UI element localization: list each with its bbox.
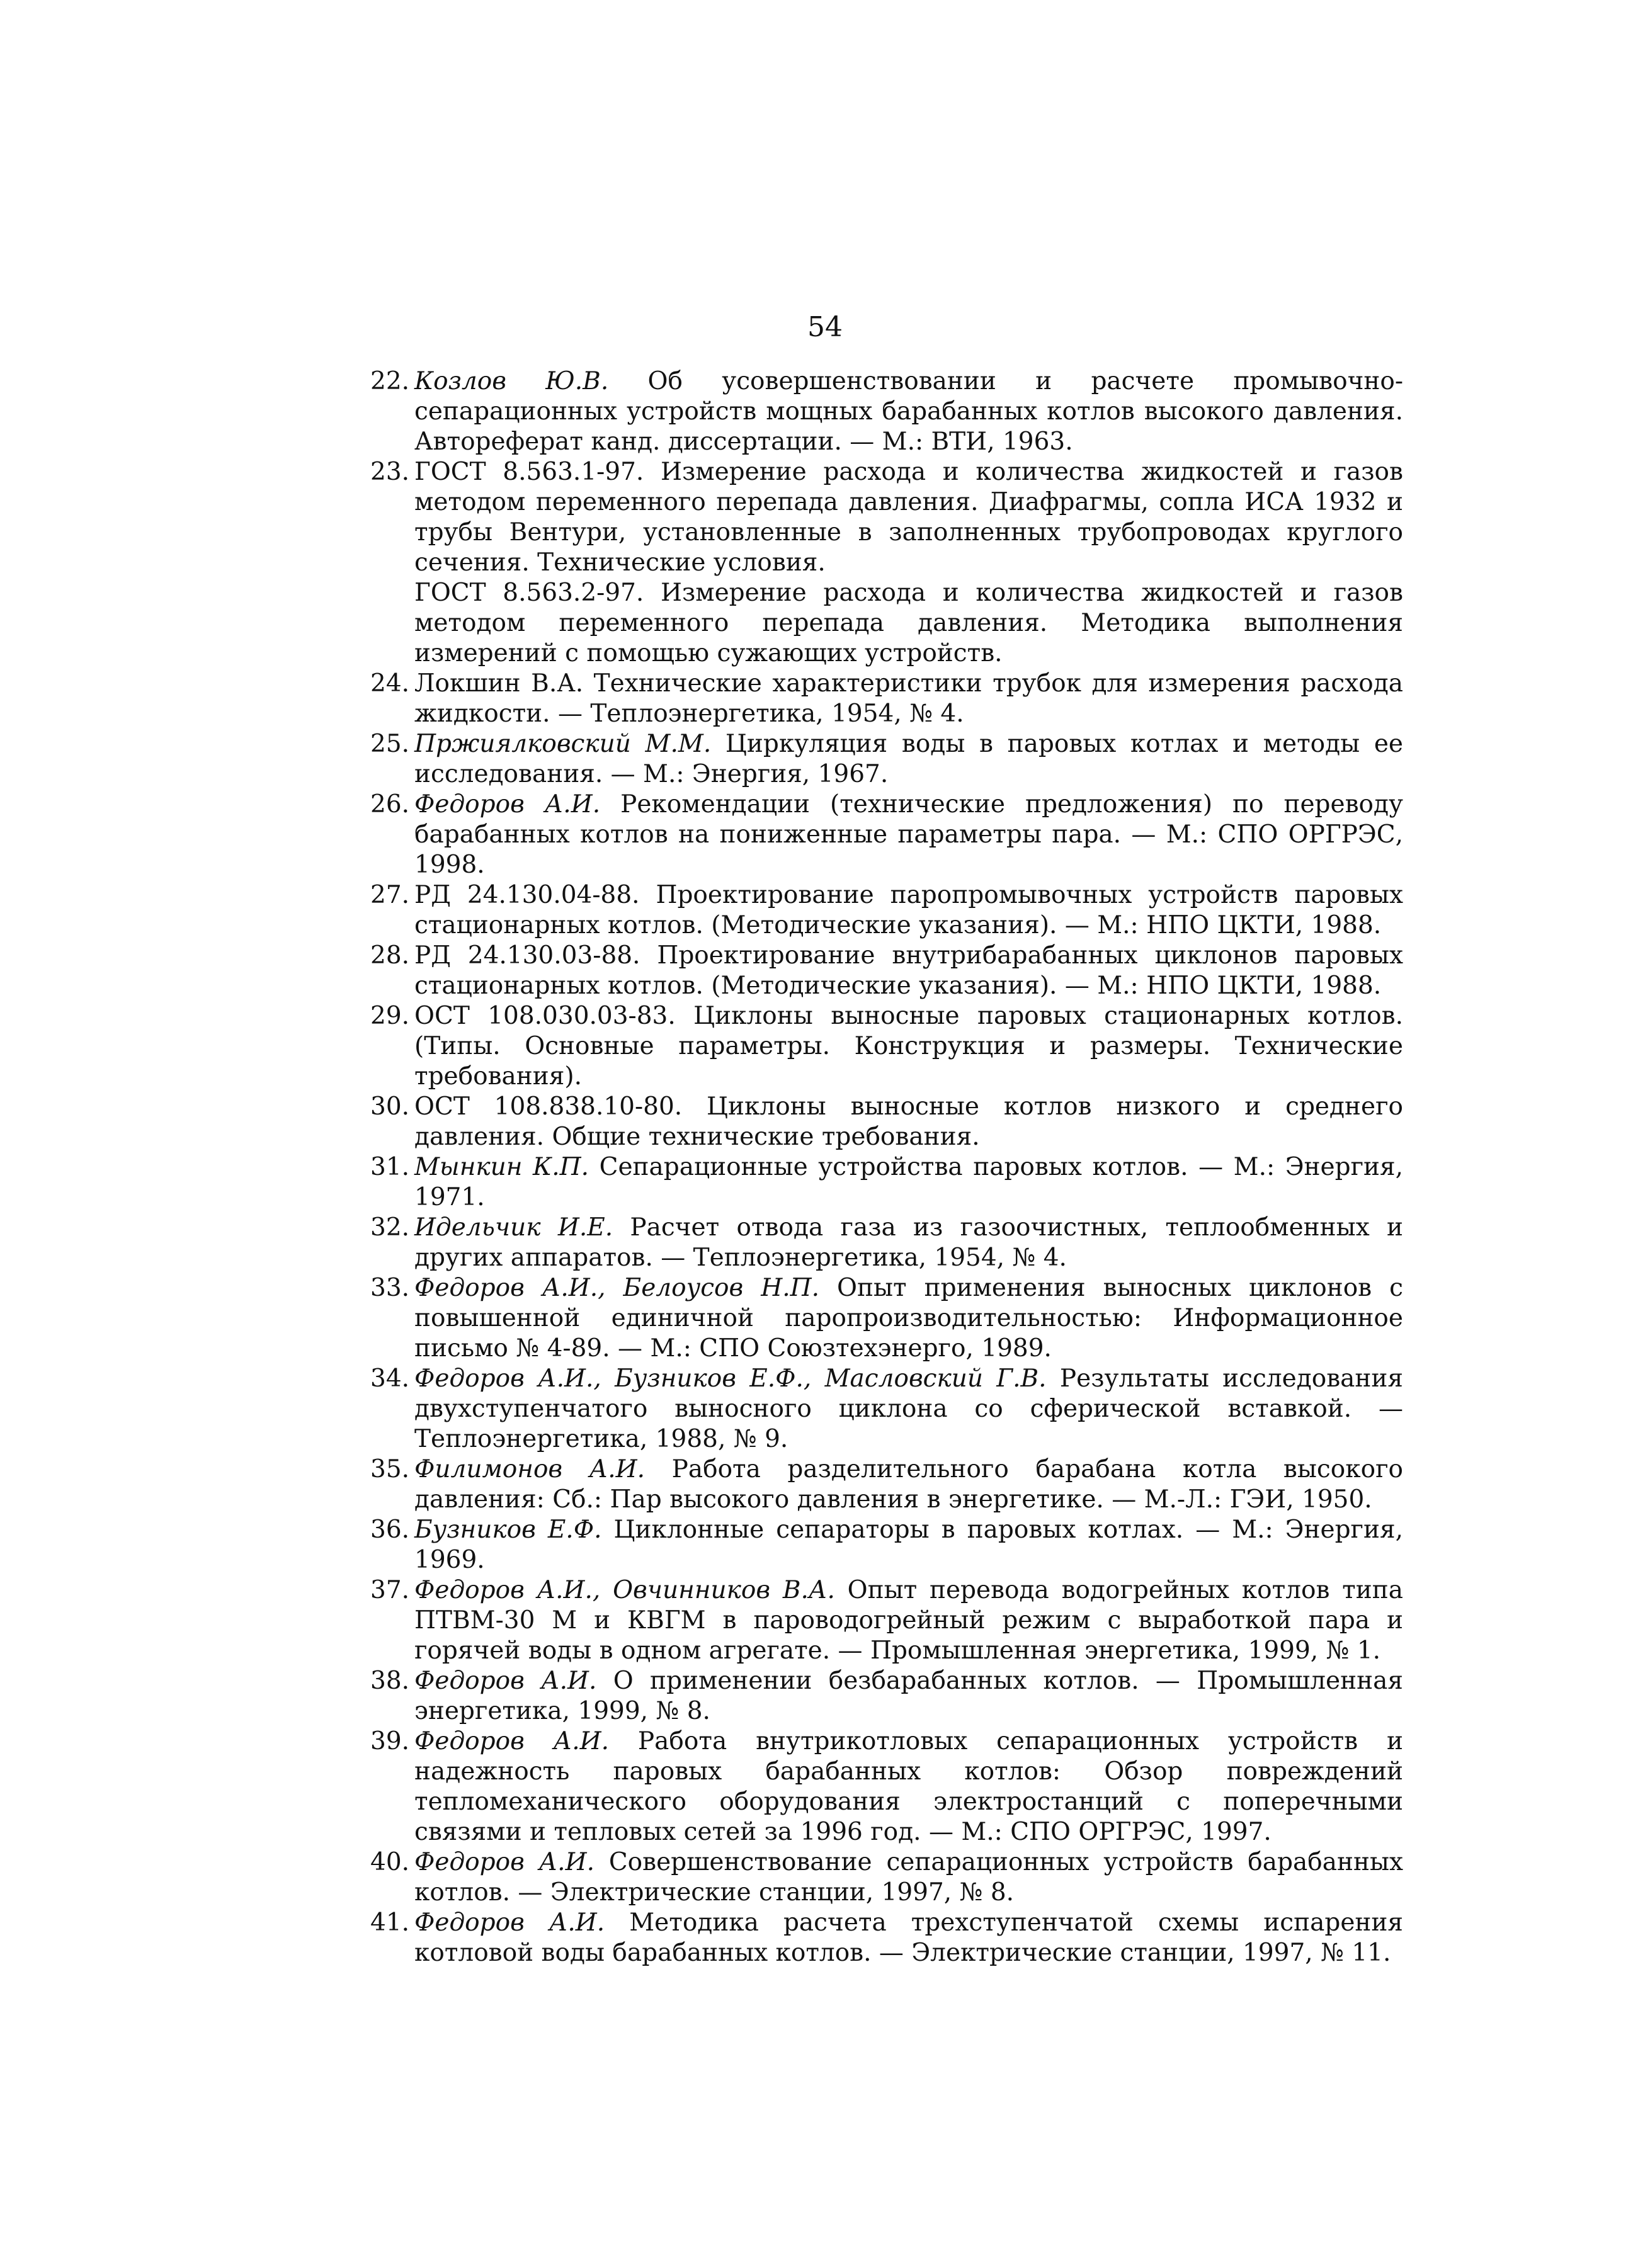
reference-number: 22.: [370, 367, 410, 395]
reference-number: 31.: [370, 1153, 410, 1181]
reference-number: 41.: [370, 1908, 410, 1937]
reference-author: Федоров А.И.: [414, 1667, 597, 1695]
reference-number: 30.: [370, 1092, 410, 1121]
reference-text: Опыт применения выносных циклонов с повышенной единичной паропроизводительностью: Информационное письмо № 4-89. — М.: СПО Союзтехэнерго, 1989.: [414, 1274, 1403, 1363]
reference-author: Федоров А.И.: [414, 1727, 610, 1755]
reference-number: 27.: [370, 881, 410, 909]
reference-text: Работа внутрикотловых сепарационных устройств и надежность паровых барабанных котлов: Обзор повреждений тепломеханического оборудования электростанций с поперечными связями и тепловых сетей за 1996 год. — М.: СПО ОРГРЭС, 1997.: [414, 1727, 1403, 1846]
reference-text: Об усовершенствовании и расчете промывочно-сепарационных устройств мощных барабанных котлов высокого давления. Автореферат канд. диссертации. — М.: ВТИ, 1963.: [414, 367, 1404, 456]
reference-number: 35.: [370, 1455, 410, 1483]
reference-number: 23.: [370, 458, 410, 486]
reference-text: Локшин В.А. Технические характеристики трубок для измерения расхода жидкости. — Теплоэнергетика, 1954, № 4.: [414, 669, 1403, 728]
reference-author: Пржиялковский М.М.: [414, 730, 712, 758]
reference-author: Федоров А.И.: [414, 1848, 595, 1876]
reference-text: Опыт перевода водогрейных котлов типа ПТВМ-30 М и КВГМ в пароводогрейный режим с выработкой пара и горячей воды в одном агрегате. — Промышленная энергетика, 1999, № 1.: [414, 1576, 1403, 1665]
reference-number: 37.: [370, 1576, 410, 1604]
reference-number: 36.: [370, 1516, 410, 1544]
reference-text: Результаты исследования двухступенчатого выносного циклона со сферической вставкой. — Теплоэнергетика, 1988, № 9.: [414, 1364, 1404, 1453]
reference-text: Рекомендации (технические предложения) по переводу барабанных котлов на пониженные параметры пара. — М.: СПО ОРГРЭС, 1998.: [414, 790, 1403, 879]
reference-author: Идельчик И.Е.: [414, 1213, 613, 1242]
reference-number: 39.: [370, 1727, 410, 1755]
reference-author: Козлов Ю.В.: [414, 367, 609, 395]
reference-text: Циклонные сепараторы в паровых котлах. — М.: Энергия, 1969.: [414, 1516, 1403, 1574]
reference-item: [370, 457, 1403, 669]
reference-number: 26.: [370, 790, 410, 819]
reference-item: [370, 1001, 1403, 1092]
reference-item: [370, 1364, 1403, 1454]
reference-item: [370, 1666, 1403, 1727]
reference-item: [370, 1092, 1403, 1152]
reference-number: 24.: [370, 669, 410, 698]
reference-text: Сепарационные устройства паровых котлов. — М.: Энергия, 1971.: [414, 1153, 1403, 1211]
reference-item: [370, 1908, 1403, 1968]
reference-number: 34.: [370, 1364, 410, 1393]
reference-text: ГОСТ 8.563.1-97. Измерение расхода и количества жидкостей и газов методом переменного перепада давления. Диафрагмы, сопла ИСА 1932 и трубы Вентури, установленные в заполненных трубопроводах круглого сечения. Технические условия.: [414, 458, 1403, 577]
reference-subtext: ГОСТ 8.563.2-97. Измерение расхода и количества жидкостей и газов методом переменного перепада давления. Методика выполнения измерений с помощью сужающих устройств.: [414, 579, 1403, 667]
page-number: 54: [807, 311, 843, 343]
reference-item: [370, 729, 1403, 790]
reference-number: 28.: [370, 941, 410, 970]
reference-text: Расчет отвода газа из газоочистных, теплообменных и других аппаратов. — Теплоэнергетика, 1954, № 4.: [414, 1213, 1403, 1272]
reference-author: Федоров А.И., Овчинников В.А.: [414, 1576, 835, 1604]
reference-item: [370, 366, 1403, 457]
reference-list: [370, 366, 1403, 1968]
reference-item: [370, 1515, 1403, 1575]
reference-item: [370, 941, 1403, 1001]
reference-item: [370, 1152, 1403, 1213]
reference-author: Федоров А.И., Бузников Е.Ф., Масловский Г.В.: [414, 1364, 1047, 1393]
reference-text: ОСТ 108.030.03-83. Циклоны выносные паровых стационарных котлов. (Типы. Основные параметры. Конструкция и размеры. Технические требования).: [414, 1002, 1403, 1091]
reference-number: 29.: [370, 1002, 410, 1030]
reference-item: [370, 669, 1403, 729]
reference-item: [370, 790, 1403, 880]
reference-text: О применении безбарабанных котлов. — Промышленная энергетика, 1999, № 8.: [414, 1667, 1403, 1725]
reference-text: ОСТ 108.838.10-80. Циклоны выносные котлов низкого и среднего давления. Общие технические требования.: [414, 1092, 1403, 1151]
reference-author: Бузников Е.Ф.: [414, 1516, 602, 1544]
reference-item: [370, 1213, 1403, 1273]
reference-text: РД 24.130.03-88. Проектирование внутрибарабанных циклонов паровых стационарных котлов. (Методические указания). — М.: НПО ЦКТИ, 1988.: [414, 941, 1403, 1000]
reference-author: Филимонов А.И.: [414, 1455, 646, 1483]
reference-text: Методика расчета трехступенчатой схемы испарения котловой воды барабанных котлов. — Электрические станции, 1997, № 11.: [414, 1908, 1403, 1967]
reference-number: 32.: [370, 1213, 410, 1242]
reference-text: Совершенствование сепарационных устройств барабанных котлов. — Электрические станции, 1997, № 8.: [414, 1848, 1403, 1907]
reference-number: 40.: [370, 1848, 410, 1876]
reference-author: Федоров А.И., Белоусов Н.П.: [414, 1274, 820, 1302]
reference-author: Федоров А.И.: [414, 790, 601, 819]
reference-item: [370, 880, 1403, 941]
reference-author: Федоров А.И.: [414, 1908, 605, 1937]
reference-item: [370, 1847, 1403, 1908]
reference-item: [370, 1454, 1403, 1515]
reference-number: 38.: [370, 1667, 410, 1695]
reference-number: 25.: [370, 730, 410, 758]
reference-item: [370, 1575, 1403, 1666]
reference-item: [370, 1727, 1403, 1847]
reference-author: Мынкин К.П.: [414, 1153, 589, 1181]
reference-text: РД 24.130.04-88. Проектирование паропромывочных устройств паровых стационарных котлов. (Методические указания). — М.: НПО ЦКТИ, 1988.: [414, 881, 1403, 939]
reference-number: 33.: [370, 1274, 410, 1302]
reference-text: Работа разделительного барабана котла высокого давления: Сб.: Пар высокого давления в энергетике. — М.-Л.: ГЭИ, 1950.: [414, 1455, 1403, 1514]
reference-item: [370, 1273, 1403, 1364]
reference-text: Циркуляция воды в паровых котлах и методы ее исследования. — М.: Энергия, 1967.: [414, 730, 1404, 788]
